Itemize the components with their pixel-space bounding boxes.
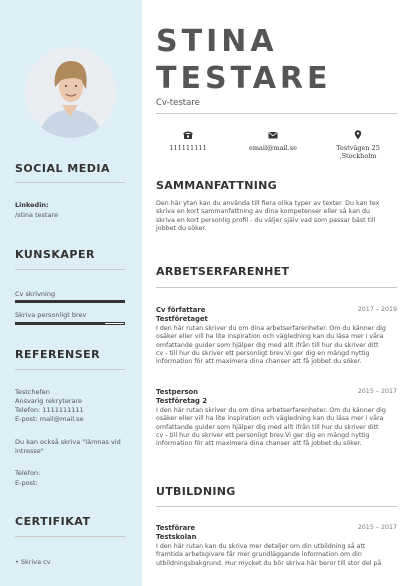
text-line: I den här rutan skriver du om dina arbetserfarenheter. Om du känner dig [156,407,386,414]
text-line: omfattande guider som hjälper dig med allt ifrån till hur du skriver ditt [156,423,379,431]
text-line: skriva en kort sammanfattning av dina kompetenser eller så kan du [156,208,370,216]
contact-address [328,130,388,160]
profile-photo [25,47,116,138]
reference-phone-label: Telefon: [15,469,41,477]
address-line: Testvägen 25 [336,144,380,152]
job-description [156,325,399,366]
certificates-heading: CERTIFIKAT [15,515,91,528]
social-media-heading: SOCIAL MEDIA [15,162,110,175]
text-line: information för att maximera dina chanser att få jobbet du söker. [156,358,362,366]
job-dates: 2017 – 2019 [357,306,397,313]
linkedin-value: /stina testare [15,211,59,219]
summary-text [156,200,399,233]
text-line: utbildningsbakgrund. Hur mycket du bör skriva här beror till stor del på [156,559,382,567]
email-address: email@mail.se [249,144,297,152]
certificate-label: Skriva cv [20,558,51,566]
text-line: information för att maximera dina chanser att få jobbet du söker. [156,440,362,448]
job-title: Testperson [156,388,199,396]
reference-note: Du kan också skriva "lämnas vid [15,438,121,446]
job-dates: 2015 – 2017 [357,388,397,395]
text-line: skriva en kort personlig profil - du väljer själv vad som passar bäst till [156,216,376,224]
divider [15,269,125,270]
education-title: Testförare [156,524,196,532]
skill-bar [15,322,125,325]
skill-bar-fill [16,301,124,302]
text-line: framtida arbetsgivare får mer grundläggande information om din [156,551,362,559]
divider [156,506,397,507]
phone-number: 111111111 [169,144,207,152]
skill-bar-fill [16,323,105,324]
education-school: Testskolan [156,533,197,541]
job-company: Testföretag 2 [156,397,208,405]
first-name: STINA [156,24,278,59]
envelope-icon [268,130,278,140]
summary-heading: SAMMANFATTNING [156,179,277,192]
education-heading: UTBILDNING [156,485,236,498]
skill-bar [15,300,125,303]
linkedin-label: Linkedin: [15,201,49,209]
map-pin-icon [353,130,363,140]
text-line: cv - till hur du skriver ett personligt brev.Vi ger dig en mängd nyttig [156,349,370,357]
reference-title: Ansvarig rekryterare [15,397,82,405]
text-line: Den här ytan kan du använda till fiera olika typer av texter. Du kan tex [156,200,380,207]
job-company: Testföretaget [156,315,208,323]
education-dates: 2015 – 2017 [357,524,397,531]
main-content [142,0,414,586]
text-line: I den här rutan skriver du om dina arbetserfarenheter. Om du känner dig [156,325,386,332]
job-title: Cv-testare [156,98,200,108]
divider [15,182,125,183]
skill-label: Skriva personligt brev [15,311,87,319]
experience-heading: ARBETSERFARENHET [156,265,290,278]
text-line: omfattande guider som hjälper dig med allt ifrån till hur du skriver ditt [156,341,379,349]
reference-email-label: E-post: [15,479,38,487]
references-heading: REFERENSER [15,348,101,361]
job-description [156,407,399,448]
contact-email [242,130,304,152]
text-line: cv - till hur du skriver ett personligt brev.Vi ger dig en mängd nyttig [156,431,370,439]
text-line: I den här rutan kan du skriva mer detaljer om din utbildning så att [156,543,366,550]
divider [15,369,125,370]
reference-phone: Telefon: 1111111111 [15,406,84,414]
skill-label: Cv skrivning [15,290,56,298]
sidebar [0,0,142,586]
job-title: Cv författare [156,306,206,314]
last-name: TESTARE [156,61,332,96]
divider [15,536,125,537]
certificate-item: • Skriva cv [15,558,51,566]
divider [156,113,397,114]
contact-phone [164,130,212,152]
text-line: osäker eller vill ha lite inspiration och vägledning kan du läsa mer i våra [156,333,384,341]
address-line: ,Stockholm [339,152,377,160]
phone-icon [183,130,193,140]
text-line: osäker eller vill ha lite inspiration och vägledning kan du läsa mer i våra [156,415,384,423]
education-description [156,543,399,568]
reference-email: E-post: mail@mail.se [15,415,84,423]
divider [156,287,397,288]
reference-note: intresse" [15,447,44,455]
text-line: jobbet du söker. [156,224,207,232]
skills-heading: KUNSKAPER [15,248,95,261]
reference-name: Testchefen [15,388,50,396]
